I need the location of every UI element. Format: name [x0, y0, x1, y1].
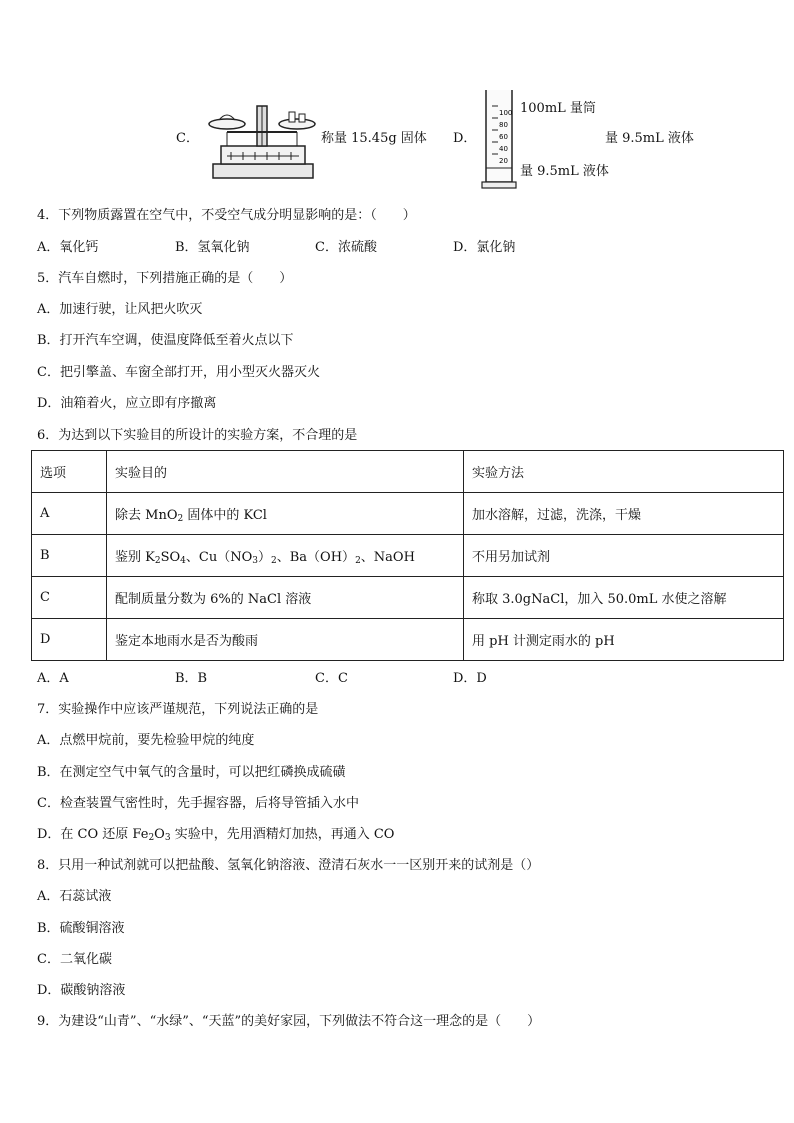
subscript: 2 — [177, 514, 184, 524]
graduated-cylinder-illustration — [478, 86, 520, 190]
row-method: 加水溶解，过滤，洗涤，干燥 — [464, 493, 784, 535]
q7-option-d — [37, 826, 394, 844]
q5-option-c: C．把引擎盖、车窗全部打开，用小型灭火器灭火 — [37, 365, 320, 380]
subscript: 2 — [271, 556, 277, 566]
subscript: 2 — [154, 556, 161, 566]
q4-option-a: A．氧化钙 — [37, 240, 99, 255]
table-row — [32, 577, 784, 619]
table-row — [32, 493, 784, 535]
cylinder-tick-20: 20 — [499, 157, 508, 165]
q6-option-a: A．A — [37, 671, 69, 686]
q8-option-c: C．二氧化碳 — [37, 952, 112, 967]
option-c-letter: C． — [176, 131, 199, 146]
q9-stem: 9．为建设“山青”、“水绿”、“天蓝”的美好家园，下列做法不符合这一理念的是（ ） — [37, 1014, 541, 1029]
purpose-text: ） — [258, 550, 272, 565]
q4-stem: 4．下列物质露置在空气中，不受空气成分明显影响的是：（ ） — [37, 208, 416, 223]
option-text: O — [154, 827, 165, 842]
q8-option-b: B．硫酸铜溶液 — [37, 921, 125, 936]
q6-option-d: D．D — [453, 671, 487, 686]
header-option: 选项 — [32, 451, 107, 493]
purpose-text: 、NaOH — [360, 550, 415, 565]
q8-stem: 8．只用一种试剂就可以把盐酸、氢氧化钠溶液、澄清石灰水一一区别开来的试剂是（） — [37, 858, 540, 873]
q8-option-d: D．碳酸钠溶液 — [37, 983, 126, 998]
row-option: D — [32, 619, 107, 661]
purpose-text: 鉴别 K — [115, 550, 155, 565]
row-method: 称取 3.0gNaCl，加入 50.0mL 水使之溶解 — [464, 577, 784, 619]
subscript: 2 — [148, 833, 155, 843]
balance-scale-illustration — [207, 100, 319, 184]
header-method: 实验方法 — [464, 451, 784, 493]
subscript: 3 — [252, 556, 258, 566]
option-c-caption: 称量 15.45g 固体 — [321, 131, 427, 146]
q6-option-c: C．C — [315, 671, 348, 686]
q7-option-a: A．点燃甲烷前，要先检验甲烷的纯度 — [37, 733, 255, 748]
cylinder-tick-40: 40 — [499, 145, 508, 153]
option-d-letter: D． — [453, 131, 477, 146]
option-text: D．在 CO 还原 Fe — [37, 827, 149, 842]
q5-option-d: D．油箱着火，应立即有序撤离 — [37, 396, 217, 411]
row-option: B — [32, 535, 107, 577]
row-purpose: 鉴定本地雨水是否为酸雨 — [107, 619, 464, 661]
subscript: 4 — [180, 556, 186, 566]
subscript: 3 — [164, 833, 171, 843]
subscript: 2 — [355, 556, 361, 566]
q6-stem: 6．为达到以下实验目的所设计的实验方案，不合理的是 — [37, 428, 358, 443]
q4-option-d: D．氯化钠 — [453, 240, 516, 255]
row-method: 不用另加试剂 — [464, 535, 784, 577]
q6-option-b: B．B — [175, 671, 208, 686]
row-purpose — [107, 493, 464, 535]
table-row — [32, 535, 784, 577]
row-method: 用 pH 计测定雨水的 pH — [464, 619, 784, 661]
row-option: C — [32, 577, 107, 619]
table-row — [32, 619, 784, 661]
row-option: A — [32, 493, 107, 535]
purpose-text: 、Ba（OH） — [276, 550, 356, 565]
q4-option-b: B．氢氧化钠 — [175, 240, 250, 255]
purpose-text: 、Cu（NO — [185, 550, 253, 565]
q5-stem: 5．汽车自燃时，下列措施正确的是（ ） — [37, 271, 293, 286]
option-d-caption-bottom: 量 9.5mL 液体 — [520, 164, 609, 179]
header-purpose: 实验目的 — [107, 451, 464, 493]
purpose-text: 固体中的 KCl — [183, 508, 267, 523]
q5-option-b: B．打开汽车空调，使温度降低至着火点以下 — [37, 333, 294, 348]
q7-stem: 7．实验操作中应该严谨规范，下列说法正确的是 — [37, 702, 319, 717]
row-purpose — [107, 535, 464, 577]
purpose-text: 除去 MnO — [115, 508, 178, 523]
cylinder-label: 100mL 量筒 — [520, 101, 596, 116]
q7-option-c: C．检查装置气密性时，先手握容器，后将导管插入水中 — [37, 796, 359, 811]
option-text: 实验中，先用酒精灯加热，再通入 CO — [170, 827, 395, 842]
table-header-row — [32, 451, 784, 493]
cylinder-tick-60: 60 — [499, 133, 508, 141]
row-purpose: 配制质量分数为 6%的 NaCl 溶液 — [107, 577, 464, 619]
q4-option-c: C．浓硫酸 — [315, 240, 377, 255]
q8-option-a: A．石蕊试液 — [37, 889, 112, 904]
purpose-text: SO — [160, 550, 181, 565]
cylinder-tick-80: 80 — [499, 121, 508, 129]
q6-table — [31, 450, 784, 661]
option-d-caption-right: 量 9.5mL 液体 — [605, 131, 694, 146]
q7-option-b: B．在测定空气中氧气的含量时，可以把红磷换成硫磺 — [37, 765, 346, 780]
cylinder-tick-100: 100 — [499, 109, 513, 117]
q5-option-a: A．加速行驶，让风把火吹灭 — [37, 302, 203, 317]
